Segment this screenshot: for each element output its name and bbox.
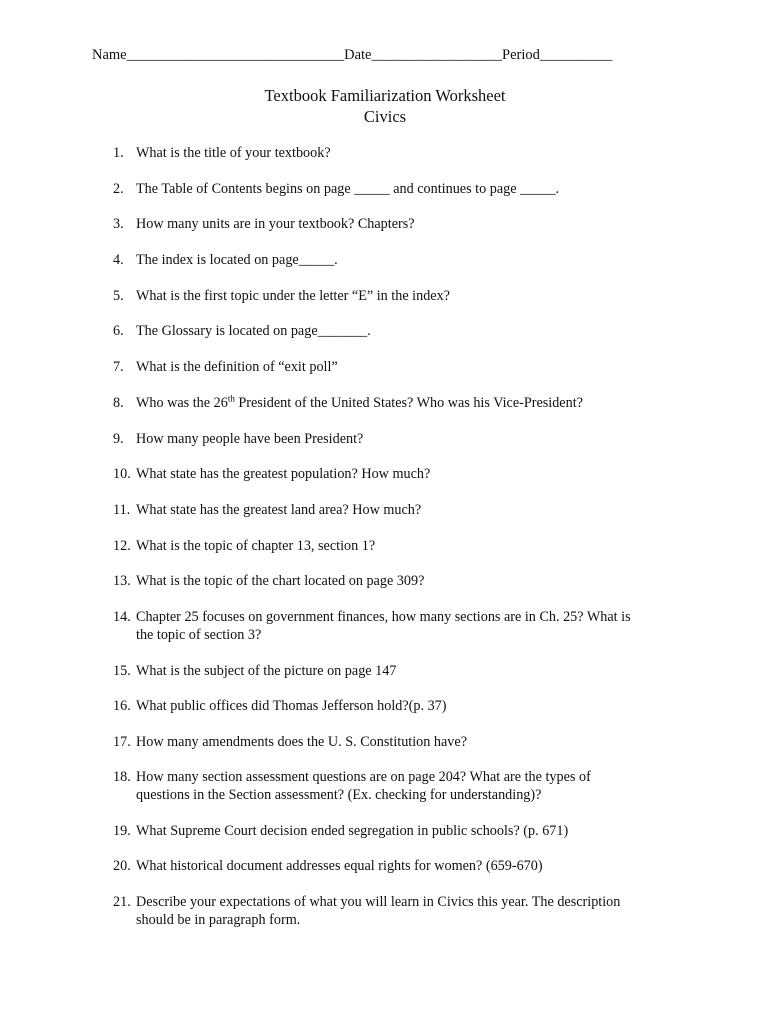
question-text: The Glossary is located on page_______. <box>136 323 371 339</box>
question-text-line: Describe your expectations of what you will learn in Civics this year. The description <box>136 894 621 910</box>
question-text-part: Who was the 26 <box>136 395 228 411</box>
question-text: The Table of Contents begins on page _____ and continues to page _____. <box>136 181 560 197</box>
question-text-line: the topic of section 3? <box>136 627 262 643</box>
question-number: 5. <box>113 288 124 304</box>
question-text: What is the first topic under the letter “E” in the index? <box>136 288 450 304</box>
question-number: 15. <box>113 663 131 679</box>
question-text: How many amendments does the U. S. Constitution have? <box>136 734 467 750</box>
question-text: What is the subject of the picture on page 147 <box>136 663 397 679</box>
question-text-line: Chapter 25 focuses on government finances, how many sections are in Ch. 25? What is <box>136 609 631 625</box>
question-number: 19. <box>113 823 131 839</box>
question-number: 8. <box>113 395 124 411</box>
question-number: 1. <box>113 145 124 161</box>
title-line-1: Textbook Familiarization Worksheet <box>264 86 506 105</box>
question-number: 16. <box>113 698 131 714</box>
question-text <box>136 893 696 929</box>
ordinal-superscript: th <box>227 393 235 404</box>
period-field-label: Period__________ <box>502 47 613 63</box>
question-text <box>136 394 696 412</box>
question-text: What is the topic of the chart located on page 309? <box>136 573 425 589</box>
question-number: 11. <box>113 502 131 518</box>
question-text: What Supreme Court decision ended segregation in public schools? (p. 671) <box>136 823 569 839</box>
question-number: 20. <box>113 858 131 874</box>
question-number: 3. <box>113 216 124 232</box>
question-text-line: How many section assessment questions are on page 204? What are the types of <box>136 769 591 785</box>
question-text-line: questions in the Section assessment? (Ex. checking for understanding)? <box>136 787 542 803</box>
question-number: 7. <box>113 359 124 375</box>
question-text: What state has the greatest land area? How much? <box>136 502 422 518</box>
header-fields <box>92 46 612 64</box>
question-number: 10. <box>113 466 131 482</box>
question-number: 18. <box>113 769 131 785</box>
worksheet-title <box>0 85 770 127</box>
question-text: What historical document addresses equal rights for women? (659-670) <box>136 858 543 874</box>
question-number: 13. <box>113 573 131 589</box>
date-field-label: Date__________________ <box>344 47 502 63</box>
question-number: 12. <box>113 538 131 554</box>
question-number: 14. <box>113 609 131 625</box>
question-text: What is the topic of chapter 13, section 1? <box>136 538 376 554</box>
question-number: 6. <box>113 323 124 339</box>
name-field-label: Name______________________________ <box>92 47 345 63</box>
question-text-line: should be in paragraph form. <box>136 912 301 928</box>
question-text <box>136 768 696 804</box>
question-number: 21. <box>113 894 131 910</box>
question-number: 17. <box>113 734 131 750</box>
question-text: What public offices did Thomas Jefferson hold?(p. 37) <box>136 698 447 714</box>
question-number: 2. <box>113 181 124 197</box>
question-text: The index is located on page_____. <box>136 252 338 268</box>
question-number: 4. <box>113 252 124 268</box>
question-number: 9. <box>113 431 124 447</box>
question-text <box>136 608 696 644</box>
question-text: What is the definition of “exit poll” <box>136 359 338 375</box>
question-text: How many people have been President? <box>136 431 364 447</box>
question-text-part: President of the United States? Who was his Vice-President? <box>234 395 583 411</box>
question-text: What is the title of your textbook? <box>136 145 331 161</box>
question-text: What state has the greatest population? How much? <box>136 466 431 482</box>
question-text: How many units are in your textbook? Chapters? <box>136 216 415 232</box>
title-line-2: Civics <box>363 107 407 126</box>
